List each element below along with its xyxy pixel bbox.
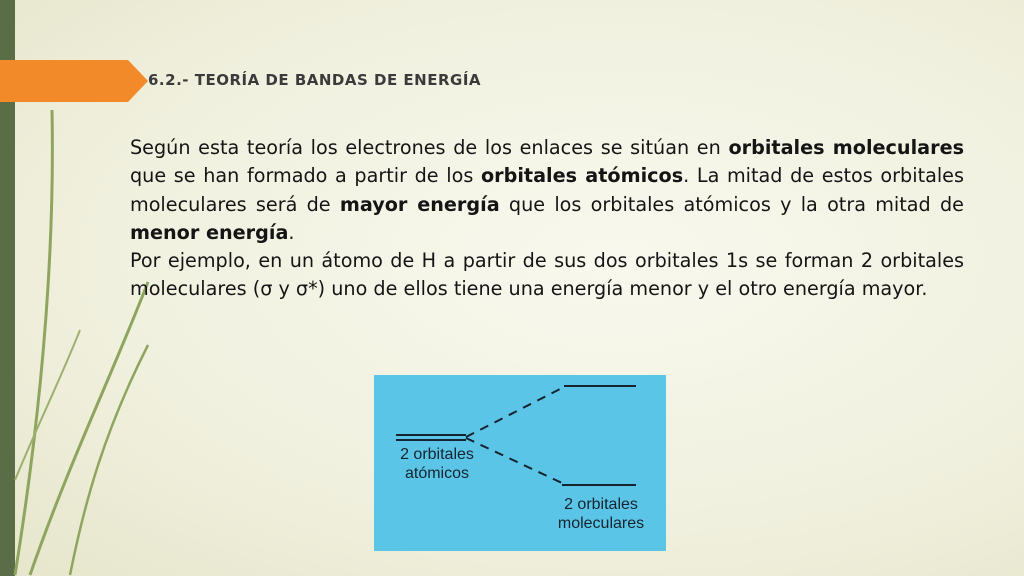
bold-term: orbitales moleculares: [728, 136, 964, 159]
bold-term: menor energía: [130, 220, 289, 244]
orbital-diagram: [374, 375, 666, 551]
molecular-label-line2: moleculares: [557, 515, 645, 532]
atomic-label-line1: 2 orbitales: [400, 446, 474, 463]
molecular-label-line1: 2 orbitales: [564, 496, 638, 513]
bold-term: mayor energía: [339, 192, 500, 216]
dashed-connector-up: [466, 387, 564, 437]
text-run: .: [288, 220, 295, 244]
text-run: que los orbitales atómicos y la otra mitad de: [499, 192, 964, 216]
body-text: [130, 134, 964, 304]
molecular-orbitals-label: [546, 495, 656, 533]
text-run: que se han formado a partir de los: [130, 164, 481, 188]
bold-term: orbitales atómicos: [480, 164, 684, 188]
atomic-orbitals-label: [392, 445, 482, 483]
atomic-label-line2: atómicos: [404, 465, 470, 482]
title-accent-tab: [0, 60, 148, 102]
paragraph-2: Por ejemplo, en un átomo de H a partir de sus dos orbitales 1s se forman 2 orbitales moleculares (σ y σ*) uno de ellos tiene una energía menor y el otro energía mayor.: [130, 249, 964, 301]
paragraph-1: [130, 134, 964, 247]
slide-title: 6.2.- TEORÍA DE BANDAS DE ENERGÍA: [148, 71, 482, 89]
text-run: Según esta teoría los electrones de los enlaces se sitúan en: [130, 136, 729, 159]
text-run: . La mitad de estos orbitales moleculares será de: [130, 164, 964, 216]
